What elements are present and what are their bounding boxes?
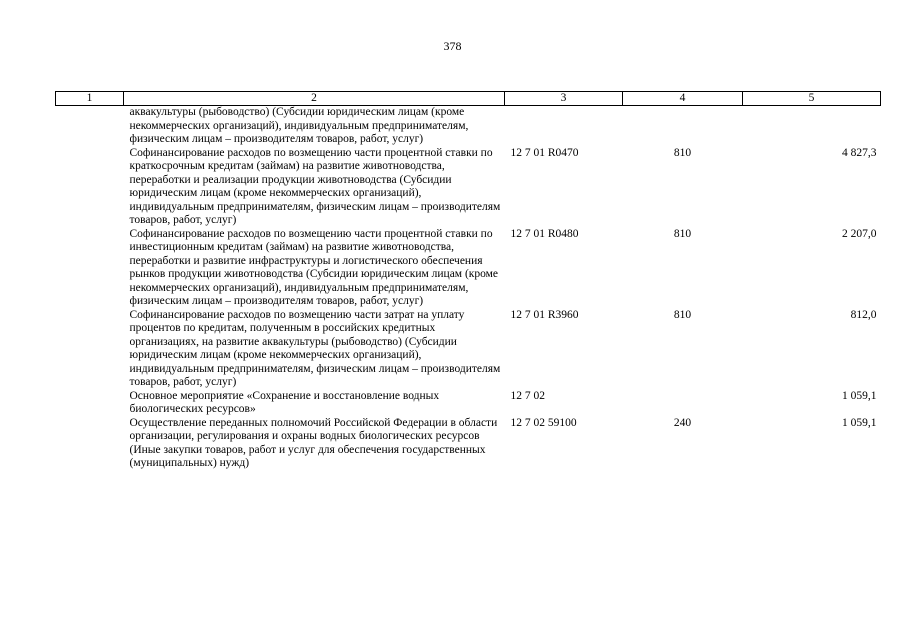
row-description: Софинансирование расходов по возмещению части процентной ставки по инвестиционным кредитам (займам) на развитие животноводства, переработки и развитие инфраструктуры и логистического обеспечения рынков продукции животноводства (Субсидии юридическим лицам (кроме некоммерческих организаций), индивидуальным предпринимателям, физическим лицам – производителям товаров, работ, услуг): [129, 227, 499, 307]
row-expense-type: 810: [673, 308, 692, 321]
row-description: аквакультуры (рыбоводство) (Субсидии юридическим лицам (кроме некоммерческих организаций), индивидуальным предпринимателям, физическим лицам – производителям товаров, работ, услуг): [129, 106, 469, 145]
header-cell-5: 5: [743, 92, 881, 106]
row-expense-type: 810: [673, 146, 692, 159]
row-code: 12 7 01 R0480: [510, 227, 579, 240]
row-amount: 812,0: [850, 308, 877, 321]
row-code: 12 7 02: [510, 389, 545, 402]
page-number: 378: [443, 39, 462, 53]
table-row: [56, 228, 881, 309]
header-cell-4: 4: [623, 92, 743, 106]
row-amount: 2 207,0: [842, 227, 877, 240]
table-row: [56, 106, 881, 147]
row-number-cell: [56, 228, 124, 309]
header-row: [56, 92, 881, 106]
table-row: [56, 390, 881, 417]
row-number-cell: [56, 147, 124, 228]
row-code: [505, 106, 623, 147]
row-number-cell: [56, 309, 124, 390]
table-row: [56, 147, 881, 228]
row-description: Софинансирование расходов по возмещению части затрат на уплату процентов по кредитам, полученным в российских кредитных организациях, на развитие аквакультуры (рыбоводство) (Субсидии юридическим лицам (кроме некоммерческих организаций), индивидуальным предпринимателям, физическим лицам – производителям товаров, работ, услуг): [129, 308, 501, 388]
row-number-cell: [56, 106, 124, 147]
row-amount: 1 059,1: [842, 389, 877, 402]
budget-table: [55, 91, 881, 471]
row-amount: [743, 106, 881, 147]
header-cell-1: 1: [56, 92, 124, 106]
row-expense-type: 810: [673, 227, 692, 240]
row-code: 12 7 01 R0470: [510, 146, 579, 159]
row-expense-type: [623, 106, 743, 147]
row-description: Основное мероприятие «Сохранение и восстановление водных биологических ресурсов»: [129, 389, 440, 415]
row-expense-type: 240: [673, 416, 692, 429]
row-amount: 4 827,3: [842, 146, 877, 159]
row-code: 12 7 02 59100: [510, 416, 577, 429]
header-cell-3: 3: [505, 92, 623, 106]
header-cell-2: 2: [124, 92, 505, 106]
table-row: [56, 417, 881, 471]
row-number-cell: [56, 390, 124, 417]
row-description: Осуществление переданных полномочий Российской Федерации в области организации, регулирования и охраны водных биологических ресурсов (Иные закупки товаров, работ и услуг для обеспечения государственных (муниципальных) нужд): [129, 416, 498, 469]
table-row: [56, 309, 881, 390]
row-number-cell: [56, 417, 124, 471]
row-description: Софинансирование расходов по возмещению части процентной ставки по краткосрочным кредитам (займам) на развитие животноводства, переработки и реализации продукции животноводства (Субсидии юридическим лицам (кроме некоммерческих организаций), индивидуальным предпринимателям, физическим лицам – производителям товаров, работ, услуг): [129, 146, 501, 226]
row-amount: 1 059,1: [842, 416, 877, 429]
row-code: 12 7 01 R3960: [510, 308, 579, 321]
row-expense-type: [623, 390, 743, 417]
